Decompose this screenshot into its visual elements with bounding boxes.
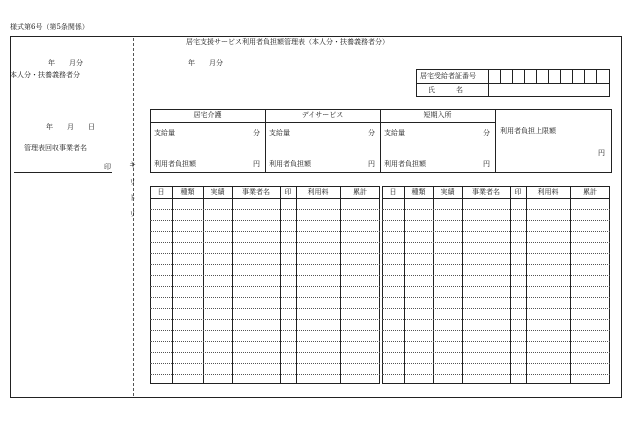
col-type: 種類: [411, 188, 426, 196]
record-row-line: [150, 363, 380, 364]
record-row-line: [150, 253, 380, 254]
col-type: 種類: [180, 188, 195, 196]
col-actual: 実績: [440, 188, 455, 196]
burden-label-home-care: 利用者負担額: [154, 160, 196, 168]
record-row-line: [382, 209, 610, 210]
col-fee: 利用料: [537, 188, 559, 196]
record-table-left: [150, 186, 380, 384]
col-fee: 利用料: [307, 188, 329, 196]
record-row-line: [150, 220, 380, 221]
col-day: 日: [389, 188, 397, 196]
seal-mark: 印: [104, 163, 111, 171]
record-row-line: [150, 341, 380, 342]
record-row-line: [382, 308, 610, 309]
record-row-line: [150, 286, 380, 287]
record-row-line: [150, 209, 380, 210]
left-subject: 本人分・扶養義務者分: [10, 71, 80, 79]
col-actual: 実績: [210, 188, 225, 196]
record-row-line: [150, 374, 380, 375]
collector-label: 管理表回収事業者名: [24, 144, 87, 152]
burden-unit-short-stay: 円: [483, 160, 490, 168]
form-title: 居宅支援サービス利用者負担額管理表（本人分・扶養義務者分）: [186, 38, 389, 46]
col-provider: 事業者名: [242, 188, 270, 196]
record-row-line: [382, 220, 610, 221]
record-row-line: [150, 308, 380, 309]
record-row-line: [382, 363, 610, 364]
record-row-line: [382, 374, 610, 375]
supply-label-home-care: 支給量: [154, 129, 175, 137]
supply-unit-home-care: 分: [253, 129, 260, 137]
burden-label-short-stay: 利用者負担額: [384, 160, 426, 168]
burden-label-day-service: 利用者負担額: [269, 160, 311, 168]
burden-unit-home-care: 円: [253, 160, 260, 168]
record-row-line: [382, 330, 610, 331]
record-row-line: [382, 264, 610, 265]
record-row-line: [150, 352, 380, 353]
record-row-line: [150, 242, 380, 243]
col-seal: 印: [284, 188, 292, 196]
left-year-month: 年 月分: [48, 59, 83, 67]
service-title-home-care: 居宅介護: [193, 111, 222, 119]
form-number: 様式第6号（第5条関係）: [10, 23, 89, 31]
col-seal: 印: [514, 188, 522, 196]
cut-label-3: ト: [129, 194, 136, 202]
record-row-line: [382, 231, 610, 232]
service-title-short-stay: 短期入所: [423, 111, 452, 119]
supply-label-short-stay: 支給量: [384, 129, 405, 137]
collector-underline: [14, 172, 112, 173]
record-row-line: [382, 341, 610, 342]
limit-unit: 円: [598, 149, 605, 157]
record-row-line: [382, 319, 610, 320]
supply-unit-day-service: 分: [368, 129, 375, 137]
record-row-line: [150, 264, 380, 265]
record-row-line: [382, 275, 610, 276]
cut-label-2: リ: [129, 178, 136, 186]
col-cumulative: 累計: [583, 188, 597, 196]
record-row-line: [150, 330, 380, 331]
record-row-line: [150, 297, 380, 298]
record-table-right: [382, 186, 610, 384]
record-row-line: [150, 275, 380, 276]
cut-label-1: キ: [129, 161, 136, 169]
record-row-line: [382, 352, 610, 353]
record-row-line: [382, 297, 610, 298]
burden-unit-day-service: 円: [368, 160, 375, 168]
cut-label-4: リ: [129, 210, 136, 218]
supply-unit-short-stay: 分: [483, 129, 490, 137]
record-row-line: [382, 286, 610, 287]
col-cumulative: 累計: [353, 188, 367, 196]
record-row-line: [382, 242, 610, 243]
center-year-month: 年 月分: [188, 59, 223, 67]
left-date: 年 月 日: [46, 123, 95, 131]
record-row-line: [150, 319, 380, 320]
col-day: 日: [157, 188, 165, 196]
service-title-day-service: デイサービス: [301, 111, 344, 119]
col-provider: 事業者名: [472, 188, 500, 196]
name-label: 氏 名: [428, 86, 463, 94]
limit-label: 利用者負担上限額: [500, 127, 556, 135]
cert-number-label: 居宅受給者証番号: [420, 72, 476, 80]
record-row-line: [150, 231, 380, 232]
supply-label-day-service: 支給量: [269, 129, 290, 137]
record-row-line: [382, 253, 610, 254]
